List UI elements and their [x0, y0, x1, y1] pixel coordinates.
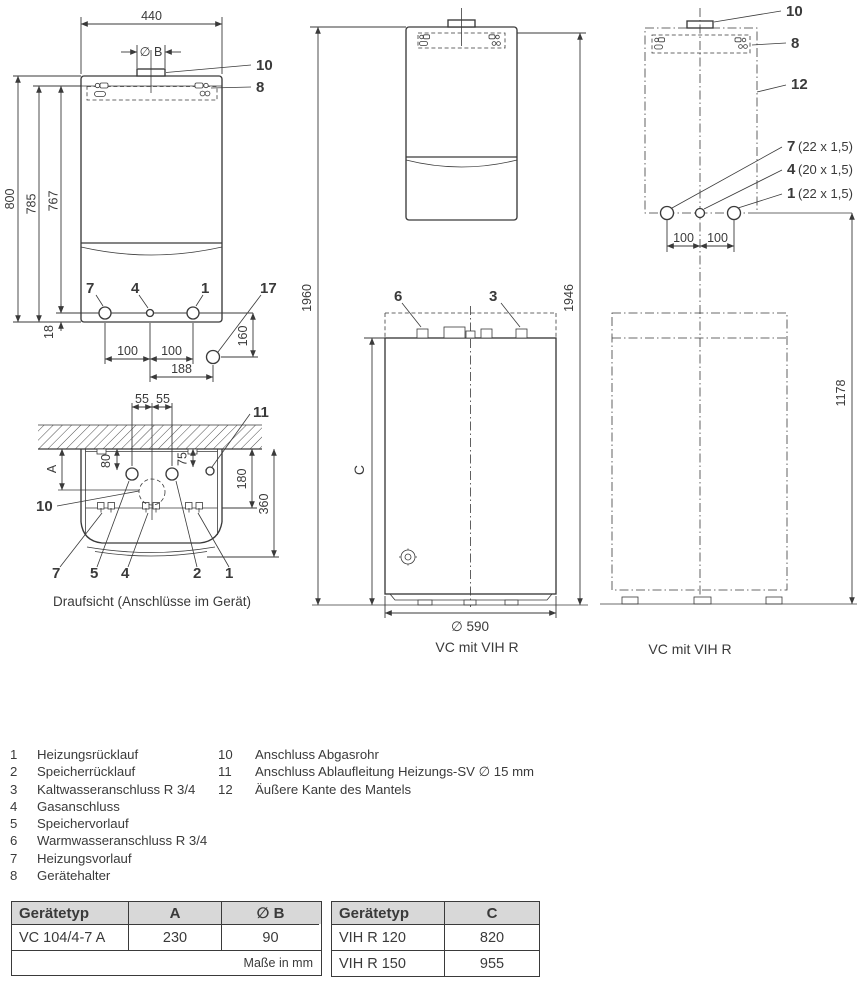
device-col-b: ∅ B: [221, 902, 319, 924]
outline-callouts: [672, 3, 853, 209]
legend-item-3: 3 Kaltwasseranschluss R 3/4: [10, 781, 196, 797]
dim-55-right: 55: [156, 392, 170, 406]
dim-18: 18: [42, 325, 56, 339]
legend-item-4: 4 Gasanschluss: [10, 798, 120, 814]
dim-100-left: 100: [117, 344, 138, 358]
device-b-value: 90: [221, 924, 319, 950]
cylinder-table-row: [332, 950, 539, 976]
legend-item-5: 5 Speichervorlauf: [10, 816, 129, 832]
callout-11: 11: [253, 404, 269, 421]
connection-4: [147, 310, 154, 317]
tank-stub-center: [444, 327, 465, 338]
connection-17: [207, 351, 220, 364]
device-table-row: [12, 924, 321, 950]
clip-right: [186, 503, 203, 513]
device-col-type: Gerätetyp: [19, 904, 90, 922]
callout-10-top: 10: [36, 498, 53, 515]
pipe-4: [696, 209, 705, 218]
legend-item-2: 2 Speicherrücklauf: [10, 764, 136, 780]
connection-7: [99, 307, 111, 319]
callout-8-outline: 8: [791, 35, 800, 52]
bracket-icon-right: [195, 83, 210, 96]
dim-160: 160: [236, 325, 250, 347]
dim-55-left: 55: [135, 392, 149, 406]
dim-360: 360: [257, 493, 271, 515]
device-table-note-row: [12, 950, 321, 975]
cylinder-table-row: [332, 924, 539, 950]
callout-7-top: 7: [52, 565, 61, 582]
device-table-header: [12, 902, 321, 924]
callout-1: 1: [201, 280, 210, 297]
connection-11: [206, 467, 214, 475]
legend-item-6: 6 Warmwasseranschluss R 3/4: [10, 833, 208, 849]
bracket-icon-left: [95, 83, 109, 97]
assembly-caption: VC mit VIH R: [435, 639, 519, 655]
dim-diameter-590: ∅ 590: [450, 619, 490, 634]
legend-item-8: 8 Gerätehalter: [10, 868, 111, 884]
connection-points: [56, 307, 253, 364]
tank-badge: [399, 549, 417, 566]
callout-10: 10: [256, 57, 273, 74]
callout-2-top: 2: [193, 565, 202, 582]
clip-left: [98, 503, 115, 513]
bracket-icon-left-small: [420, 35, 430, 46]
cylinder-c-value-0: 820: [444, 924, 539, 950]
connection-1: [187, 307, 199, 319]
bracket-zone-dashed: [87, 87, 217, 101]
legend-item-11: 11 Anschluss Ablaufleitung Heizungs-SV ∅ 15 mm: [218, 764, 535, 780]
callout-1-top: 1: [225, 565, 234, 582]
dim-1946: 1946: [562, 284, 576, 312]
dim-A: A: [45, 464, 59, 474]
tank-stub-6: [417, 329, 428, 338]
dim-767: 767: [46, 190, 61, 212]
bracket-icon-right-outline: [735, 38, 747, 49]
bracket-icon-left-outline: [655, 38, 665, 49]
callout-7: 7: [86, 280, 95, 297]
legend-item-12: 12 Äußere Kante des Mantels: [218, 781, 412, 797]
callout-3: 3: [489, 288, 498, 305]
assembly-tank: [312, 306, 588, 607]
device-type-value: VC 104/4-7 A: [12, 924, 128, 950]
outline-boiler: [645, 8, 852, 604]
connection-2: [166, 468, 178, 480]
outline-dimensions: [667, 213, 852, 604]
dim-785: 785: [24, 193, 39, 215]
device-type-table: [11, 901, 322, 976]
dim-C: C: [351, 464, 367, 476]
callout-10-outline: 10: [786, 3, 803, 20]
cylinder-type-value-1: VIH R 150: [332, 950, 444, 976]
front-view-callouts: [86, 57, 277, 352]
legend-right-column: [218, 746, 534, 798]
callout-4: 4: [131, 280, 140, 297]
legend-item-1: 1 Heizungsrücklauf: [10, 747, 139, 762]
assembly-view-drawing: [300, 8, 588, 655]
callout-17: 17: [260, 280, 277, 297]
dim-1960: 1960: [300, 284, 314, 312]
dim-100-right: 100: [161, 344, 182, 358]
assembly-callouts: [394, 288, 520, 327]
units-note: Maße in mm: [12, 950, 321, 975]
dim-flue-diameter: ∅ B: [139, 45, 163, 59]
callout-1-outline: 1: [787, 185, 796, 202]
dim-800: 800: [3, 188, 17, 210]
callout-12-outline: 12: [791, 76, 808, 93]
outline-view-drawing: [600, 3, 857, 657]
top-view-caption: Draufsicht (Anschlüsse im Gerät): [52, 594, 252, 609]
outline-caption: VC mit VIH R: [648, 641, 732, 657]
dim-188: 188: [171, 362, 192, 376]
top-view-dimensions: [45, 392, 279, 557]
outline-tank: [600, 313, 857, 604]
device-col-a: A: [128, 902, 221, 924]
callout-4-top: 4: [121, 565, 130, 582]
device-a-value: 230: [128, 924, 221, 950]
callout-4-outline: 4: [787, 161, 796, 178]
callout-7-outline: 7: [787, 138, 796, 155]
dim-1178: 1178: [834, 379, 848, 407]
cylinder-col-type: Gerätetyp: [339, 904, 410, 922]
pipe-7: [661, 207, 674, 220]
callout-6: 6: [394, 288, 403, 305]
front-view-dimensions: [3, 9, 258, 382]
dim-80: 80: [99, 454, 113, 468]
legend-item-7: 7 Heizungsvorlauf: [10, 850, 132, 866]
tank-stub-3: [516, 329, 527, 338]
assembly-boiler: [406, 8, 517, 220]
dim-100-left-outline: 100: [673, 231, 694, 245]
cylinder-type-value-0: VIH R 120: [332, 924, 444, 950]
dim-440: 440: [141, 9, 162, 23]
pipe-1: [728, 207, 741, 220]
dim-75: 75: [175, 452, 190, 466]
cylinder-col-c: C: [444, 902, 539, 924]
cylinder-type-table: [331, 901, 540, 977]
top-view-drawing: [36, 392, 279, 609]
connection-5: [126, 468, 138, 480]
bracket-icon-right-small: [489, 35, 500, 46]
legend-left-column: [10, 746, 207, 884]
wall-hatching: [38, 425, 262, 449]
callout-8: 8: [256, 79, 265, 96]
cylinder-table-header: [332, 902, 539, 924]
dim-100-right-outline: 100: [707, 231, 728, 245]
pipe-size-4: (20 x 1,5): [798, 162, 853, 177]
front-view-drawing: [3, 9, 277, 382]
dim-180: 180: [235, 468, 249, 490]
pipe-size-1: (22 x 1,5): [798, 186, 853, 201]
cylinder-c-value-1: 955: [444, 950, 539, 976]
pipe-size-7: (22 x 1,5): [798, 139, 853, 154]
legend-item-10: 10 Anschluss Abgasrohr: [218, 747, 379, 762]
assembly-dimensions: [300, 27, 586, 634]
callout-5-top: 5: [90, 565, 99, 582]
